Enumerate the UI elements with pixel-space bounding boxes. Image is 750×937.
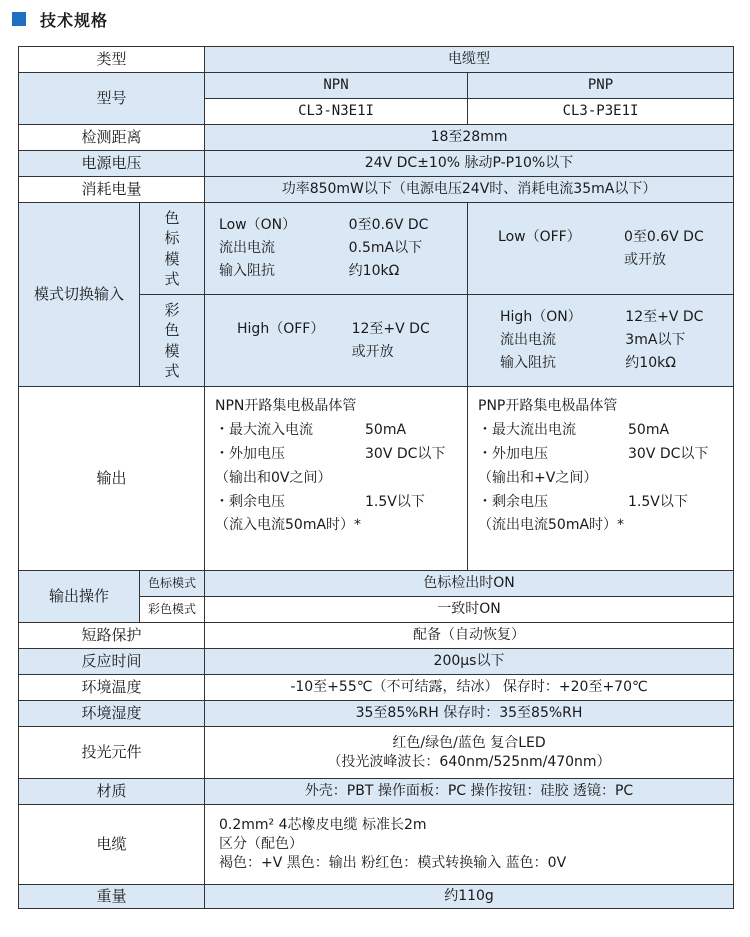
npn-model-code: CL3-N3E1I bbox=[205, 99, 468, 125]
weight-label: 重量 bbox=[19, 885, 205, 909]
pnp-color-l1-key: High（ON） bbox=[500, 309, 582, 326]
output-op-color-mode: 彩色模式 bbox=[140, 597, 205, 623]
heading-title: 技术规格 bbox=[40, 10, 109, 30]
humidity-value: 35至85%RH 保存时：35至85%RH bbox=[205, 701, 734, 727]
section-heading bbox=[12, 8, 108, 30]
pnp-output-residual-key: ・剩余电压 bbox=[478, 493, 549, 510]
model-label: 型号 bbox=[19, 73, 205, 125]
material-value: 外壳：PBT 操作面板：PC 操作按钮：硅胶 透镜：PC bbox=[205, 779, 734, 805]
pnp-mark-l1-key: Low（OFF） bbox=[498, 228, 581, 245]
npn-mark-l2-value: 0.5mA以下 bbox=[348, 240, 423, 257]
npn-output-spec bbox=[205, 387, 468, 571]
npn-output-max-current-value: 50mA bbox=[365, 421, 407, 438]
row-distance bbox=[19, 125, 734, 151]
row-output-op-mark bbox=[19, 571, 734, 597]
npn-mark-l3-value: 约10kΩ bbox=[348, 262, 400, 279]
row-short bbox=[19, 623, 734, 649]
npn-color-l1-value: 12至+V DC bbox=[351, 320, 430, 337]
pnp-color-l1-value: 12至+V DC bbox=[625, 309, 704, 326]
npn-mark-l3-key: 输入阻抗 bbox=[219, 262, 276, 279]
npn-mark-l1-value: 0至0.6V DC bbox=[348, 217, 429, 234]
emitter-line2: （投光波峰波长：640nm/525nm/470nm） bbox=[327, 753, 611, 770]
npn-mark-l1-key: Low（ON） bbox=[219, 217, 297, 234]
cable-line2: 区分（配色） bbox=[219, 836, 304, 853]
power-label: 电源电压 bbox=[19, 151, 205, 177]
npn-output-voltage-value: 30V DC以下 bbox=[365, 445, 446, 462]
emitter-value bbox=[205, 727, 734, 779]
output-op-mark-mode: 色标模式 bbox=[140, 571, 205, 597]
emitter-line1: 红色/绿色/蓝色 复合LED bbox=[392, 734, 546, 751]
output-op-color-value: 一致时ON bbox=[205, 597, 734, 623]
npn-mark-mode-input bbox=[205, 203, 468, 295]
npn-output-residual-key: ・剩余电压 bbox=[215, 493, 286, 510]
response-label: 反应时间 bbox=[19, 649, 205, 675]
pnp-output-voltage-value: 30V DC以下 bbox=[628, 445, 709, 462]
mode-input-label: 模式切换输入 bbox=[19, 203, 140, 387]
pnp-output-title: PNP开路集电极晶体管 bbox=[478, 398, 618, 414]
short-value: 配备（自动恢复） bbox=[205, 623, 734, 649]
row-emitter bbox=[19, 727, 734, 779]
weight-value: 约110g bbox=[205, 885, 734, 909]
output-label: 输出 bbox=[19, 387, 205, 571]
row-weight bbox=[19, 885, 734, 909]
consumption-label: 消耗电量 bbox=[19, 177, 205, 203]
npn-header: NPN bbox=[205, 73, 468, 99]
heading-square-icon bbox=[12, 12, 26, 26]
npn-mark-l2-key: 流出电流 bbox=[219, 240, 276, 257]
humidity-label: 环境湿度 bbox=[19, 701, 205, 727]
row-mode-input-mark bbox=[19, 203, 734, 295]
npn-output-max-current-key: ・最大流入电流 bbox=[215, 421, 314, 438]
mark-mode-vertical-label bbox=[140, 203, 205, 295]
cable-line1: 0.2mm² 4芯橡皮电缆 标准长2m bbox=[219, 817, 427, 834]
pnp-mark-l2-value: 或开放 bbox=[623, 251, 666, 268]
npn-output-residual-value: 1.5V以下 bbox=[365, 493, 425, 510]
row-output bbox=[19, 387, 734, 571]
type-value: 电缆型 bbox=[205, 47, 734, 73]
color-mode-vertical-text: 彩色模式 bbox=[164, 301, 180, 380]
spec-table bbox=[18, 46, 734, 909]
pnp-output-spec bbox=[468, 387, 734, 571]
row-temperature bbox=[19, 675, 734, 701]
pnp-output-residual-value: 1.5V以下 bbox=[628, 493, 688, 510]
short-label: 短路保护 bbox=[19, 623, 205, 649]
row-type bbox=[19, 47, 734, 73]
pnp-mark-l1-value: 0至0.6V DC bbox=[623, 228, 704, 245]
pnp-color-l3-value: 约10kΩ bbox=[625, 354, 676, 371]
npn-output-voltage-note: （输出和0V之间） bbox=[215, 469, 332, 486]
color-mode-vertical-label bbox=[140, 295, 205, 387]
cable-label: 电缆 bbox=[19, 805, 205, 885]
pnp-color-l3-key: 输入阻抗 bbox=[500, 354, 557, 371]
cable-value bbox=[205, 805, 734, 885]
mark-mode-vertical-text: 色标模式 bbox=[164, 209, 180, 288]
material-label: 材质 bbox=[19, 779, 205, 805]
response-value: 200μs以下 bbox=[205, 649, 734, 675]
cable-line3: 褐色：+V 黑色：输出 粉红色：模式转换输入 蓝色：0V bbox=[219, 854, 567, 871]
type-label: 类型 bbox=[19, 47, 205, 73]
pnp-output-voltage-note: （输出和+V之间） bbox=[478, 469, 598, 486]
row-cable bbox=[19, 805, 734, 885]
row-power bbox=[19, 151, 734, 177]
pnp-header: PNP bbox=[468, 73, 734, 99]
pnp-output-voltage-key: ・外加电压 bbox=[478, 445, 549, 462]
npn-output-residual-note: （流入电流50mA时）* bbox=[215, 517, 362, 534]
pnp-output-residual-note: （流出电流50mA时）* bbox=[478, 517, 625, 534]
pnp-mark-mode-input bbox=[468, 203, 734, 295]
npn-output-title: NPN开路集电极晶体管 bbox=[215, 398, 357, 414]
row-model-npn-pnp bbox=[19, 73, 734, 99]
row-material bbox=[19, 779, 734, 805]
power-value: 24V DC±10% 脉动P-P10%以下 bbox=[205, 151, 734, 177]
row-humidity bbox=[19, 701, 734, 727]
row-response bbox=[19, 649, 734, 675]
pnp-output-max-current-value: 50mA bbox=[628, 421, 670, 438]
npn-color-l1-key: High（OFF） bbox=[237, 320, 325, 337]
npn-color-mode-input bbox=[205, 295, 468, 387]
distance-value: 18至28mm bbox=[205, 125, 734, 151]
temperature-label: 环境温度 bbox=[19, 675, 205, 701]
row-consumption bbox=[19, 177, 734, 203]
temperature-value: -10至+55℃（不可结露，结冰） 保存时：+20至+70℃ bbox=[205, 675, 734, 701]
pnp-color-l2-value: 3mA以下 bbox=[625, 332, 686, 349]
npn-output-voltage-key: ・外加电压 bbox=[215, 445, 286, 462]
emitter-label: 投光元件 bbox=[19, 727, 205, 779]
pnp-model-code: CL3-P3E1I bbox=[468, 99, 734, 125]
output-op-label: 输出操作 bbox=[19, 571, 140, 623]
npn-color-l2-value: 或开放 bbox=[351, 343, 394, 360]
pnp-color-mode-input bbox=[468, 295, 734, 387]
output-op-mark-value: 色标检出时ON bbox=[205, 571, 734, 597]
pnp-color-l2-key: 流出电流 bbox=[500, 332, 557, 349]
pnp-output-max-current-key: ・最大流出电流 bbox=[478, 421, 577, 438]
distance-label: 检测距离 bbox=[19, 125, 205, 151]
consumption-value: 功率850mW以下（电源电压24V时、消耗电流35mA以下） bbox=[205, 177, 734, 203]
